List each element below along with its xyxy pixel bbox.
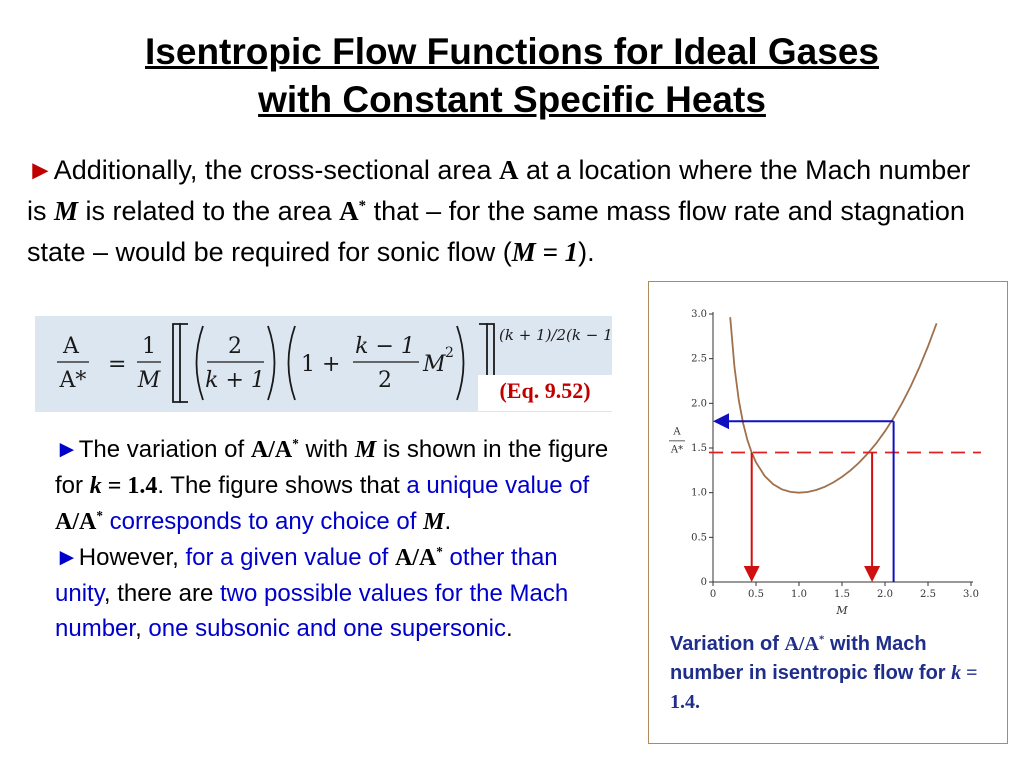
x-axis-label: M — [836, 604, 848, 617]
area-ratio-curve — [730, 317, 936, 493]
text: with Mach number in isentropic flow for — [670, 633, 952, 684]
text: . The figure shows that — [157, 472, 407, 499]
symbol-k: k — [951, 662, 962, 684]
eq-lhs-numerator: A — [63, 334, 79, 359]
eq-two-b: 2 — [378, 368, 392, 393]
symbol-A-over-A-star: A/A* — [394, 544, 443, 571]
symbol-A-star: A* — [339, 196, 367, 226]
text: that – for the same mass flow rate and stagnation state – would be required for sonic flow ( — [27, 196, 965, 267]
eq-exponent: (k + 1)/2(k − 1) — [499, 326, 612, 344]
symbol-k: k — [89, 473, 102, 499]
text: , there are — [103, 580, 220, 607]
y-tick-label: 1.0 — [691, 487, 707, 499]
eq-M-squared: M — [423, 352, 446, 377]
y-tick-label: 0 — [700, 577, 707, 588]
eq-one: 1 — [142, 334, 156, 359]
y-axis-label-denominator: A* — [670, 444, 684, 456]
text: , — [135, 615, 149, 642]
explanation-paragraph — [55, 432, 610, 646]
y-tick-label: 3.0 — [691, 309, 707, 320]
highlight-text: other than unity — [55, 544, 558, 607]
text: at a location where the Mach number is — [27, 155, 971, 226]
eq-k-minus-1: k − 1 — [355, 334, 415, 359]
x-tick-label: 3.0 — [963, 589, 979, 600]
bullet-arrow: ► — [27, 155, 54, 185]
k-value: = 1.4 — [101, 473, 158, 499]
y-axis-label-numerator: A — [673, 426, 681, 438]
eq-two: 2 — [228, 334, 242, 359]
intro-paragraph — [27, 150, 987, 273]
equation-label: (Eq. 9.52) — [478, 375, 612, 411]
x-tick-label: 0 — [709, 589, 717, 600]
eq-M: M — [137, 368, 161, 393]
highlight-text: a unique value of — [406, 472, 590, 499]
symbol-M: M — [423, 509, 445, 535]
highlight-text: two possible values for the Mach number — [55, 580, 569, 642]
y-tick-label: 2.0 — [691, 398, 707, 410]
eq-square: 2 — [445, 345, 454, 361]
symbol-A: A — [498, 155, 519, 185]
text: is shown in the figure for — [55, 436, 609, 499]
symbol-A-over-A-star: A/A* — [55, 508, 103, 535]
x-tick-label: 2.0 — [877, 589, 893, 600]
eq-k-plus-1: k + 1 — [205, 368, 265, 393]
text: ). — [578, 237, 595, 267]
y-tick-label: 2.5 — [691, 353, 707, 365]
text: The variation of — [78, 436, 251, 463]
bullet-arrow: ► — [55, 544, 79, 571]
x-tick-label: 1.5 — [834, 589, 850, 600]
text: with — [298, 436, 355, 463]
bullet-arrow: ► — [55, 436, 79, 463]
x-tick-label: 0.5 — [748, 589, 764, 600]
eq-one-plus: 1 + — [301, 352, 341, 377]
highlight-text: for a given value of — [185, 544, 395, 571]
sonic-condition: M = 1 — [511, 237, 579, 267]
title-line-1: Isentropic Flow Functions for Ideal Gases — [145, 31, 879, 72]
text: is related to the area — [78, 196, 340, 226]
symbol-M: M — [54, 196, 79, 226]
symbol-A-over-A-star: A/A* — [784, 633, 825, 655]
eq-equals: = — [108, 352, 127, 377]
title-line-2: with Constant Specific Heats — [258, 79, 766, 120]
x-tick-label: 1.0 — [791, 589, 807, 600]
figure-caption — [670, 630, 1000, 717]
text: Variation of — [670, 633, 785, 655]
area-ratio-chart — [649, 282, 1007, 627]
text: Additionally, the cross-sectional area — [53, 155, 499, 185]
eq-lhs-denominator: A* — [59, 368, 87, 393]
highlight-text: one subsonic and one supersonic — [148, 615, 506, 642]
highlight-text: corresponds to any choice of — [102, 508, 424, 535]
slide-title — [0, 28, 1024, 124]
text: . — [444, 508, 452, 535]
x-tick-label: 2.5 — [920, 589, 936, 600]
y-tick-label: 1.5 — [691, 443, 707, 454]
y-tick-label: 0.5 — [691, 532, 707, 544]
text: . — [506, 615, 513, 642]
symbol-A-over-A-star: A/A* — [250, 436, 299, 463]
text: However, — [78, 544, 186, 571]
symbol-M: M — [354, 437, 377, 463]
k-value: = 1.4. — [670, 662, 978, 713]
